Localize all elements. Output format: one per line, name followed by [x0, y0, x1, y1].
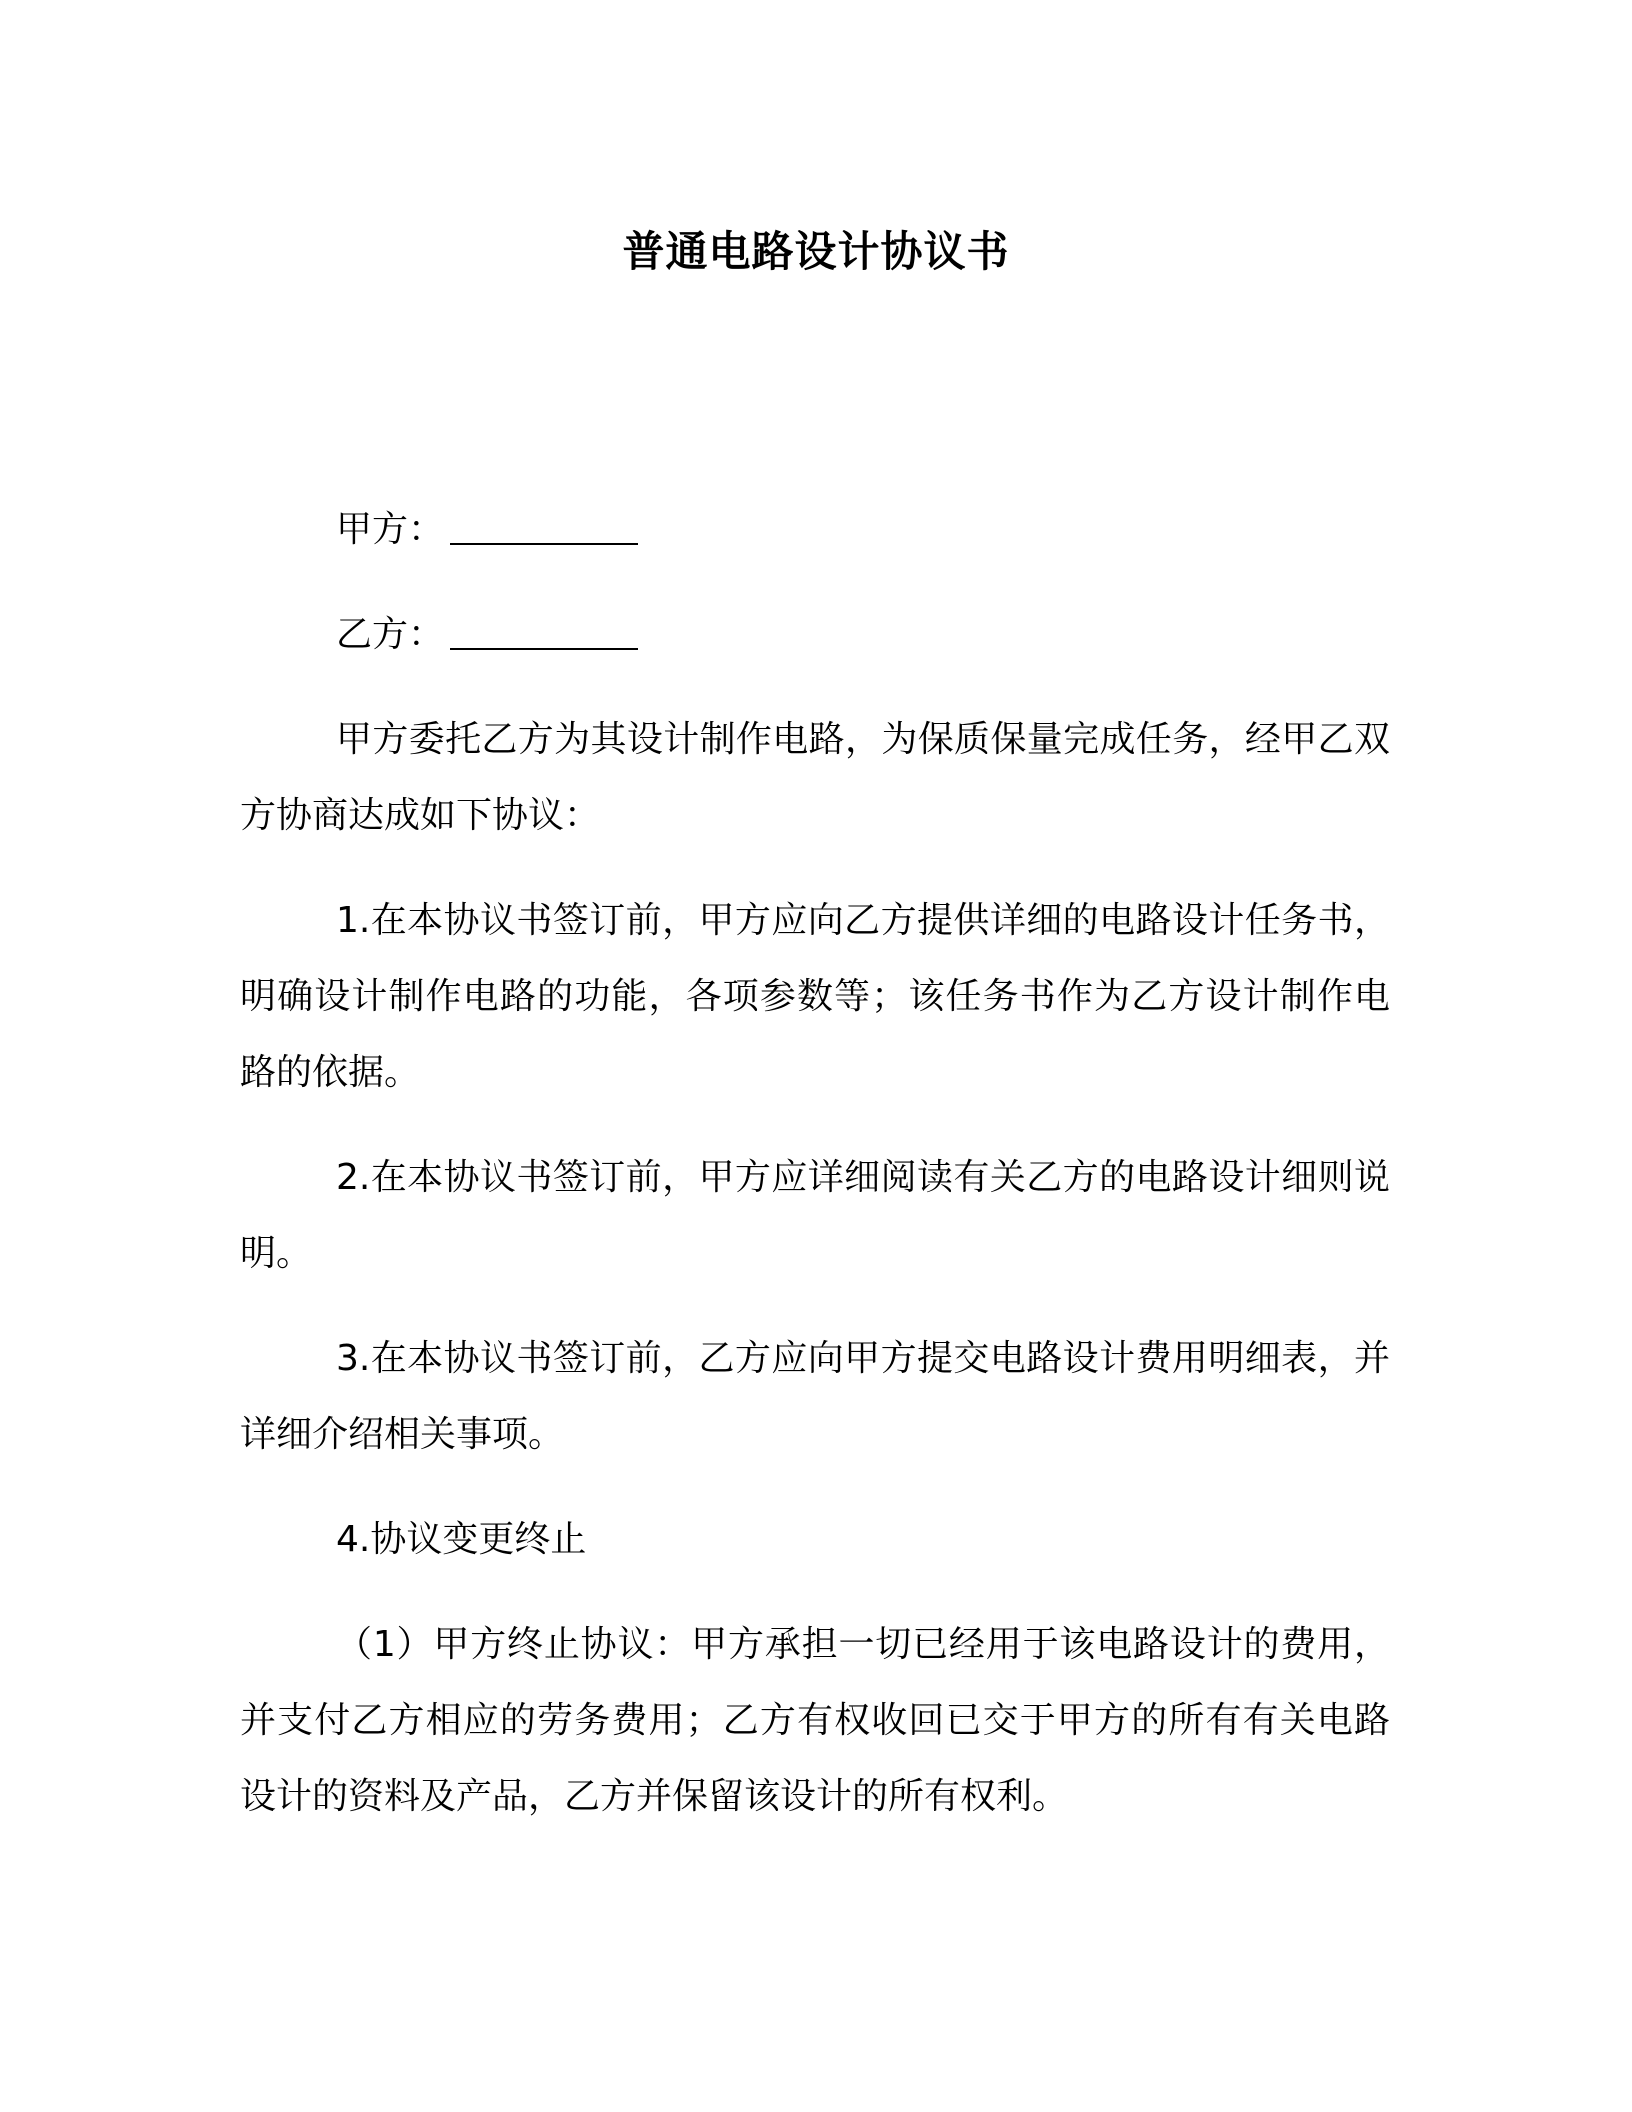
intro-paragraph: 甲方委托乙方为其设计制作电路，为保质保量完成任务，经甲乙双方协商达成如下协议： — [240, 719, 1390, 836]
document-body — [240, 492, 1390, 1864]
party-b-line — [240, 597, 1390, 673]
clause-4-1: （1）甲方终止协议：甲方承担一切已经用于该电路设计的费用，并支付乙方相应的劳务费用；乙方有权收回已交于甲方的所有有关电路设计的资料及产品，乙方并保留该设计的所有权利。 — [240, 1624, 1390, 1817]
party-b-label: 乙方： — [336, 614, 445, 655]
party-a-line — [240, 492, 1390, 568]
party-a-blank — [450, 507, 638, 545]
party-b-blank — [450, 612, 638, 650]
clause-4: 4.协议变更终止 — [336, 1519, 587, 1560]
party-a-label: 甲方： — [336, 509, 445, 550]
document-title: 普通电路设计协议书 — [622, 227, 1010, 276]
clause-3: 3.在本协议书签订前，乙方应向甲方提交电路设计费用明细表，并详细介绍相关事项。 — [240, 1338, 1390, 1455]
clause-1: 1.在本协议书签订前，甲方应向乙方提供详细的电路设计任务书，明确设计制作电路的功能，各项参数等；该任务书作为乙方设计制作电路的依据。 — [240, 900, 1390, 1093]
clause-2: 2.在本协议书签订前，甲方应详细阅读有关乙方的电路设计细则说明。 — [240, 1157, 1390, 1274]
